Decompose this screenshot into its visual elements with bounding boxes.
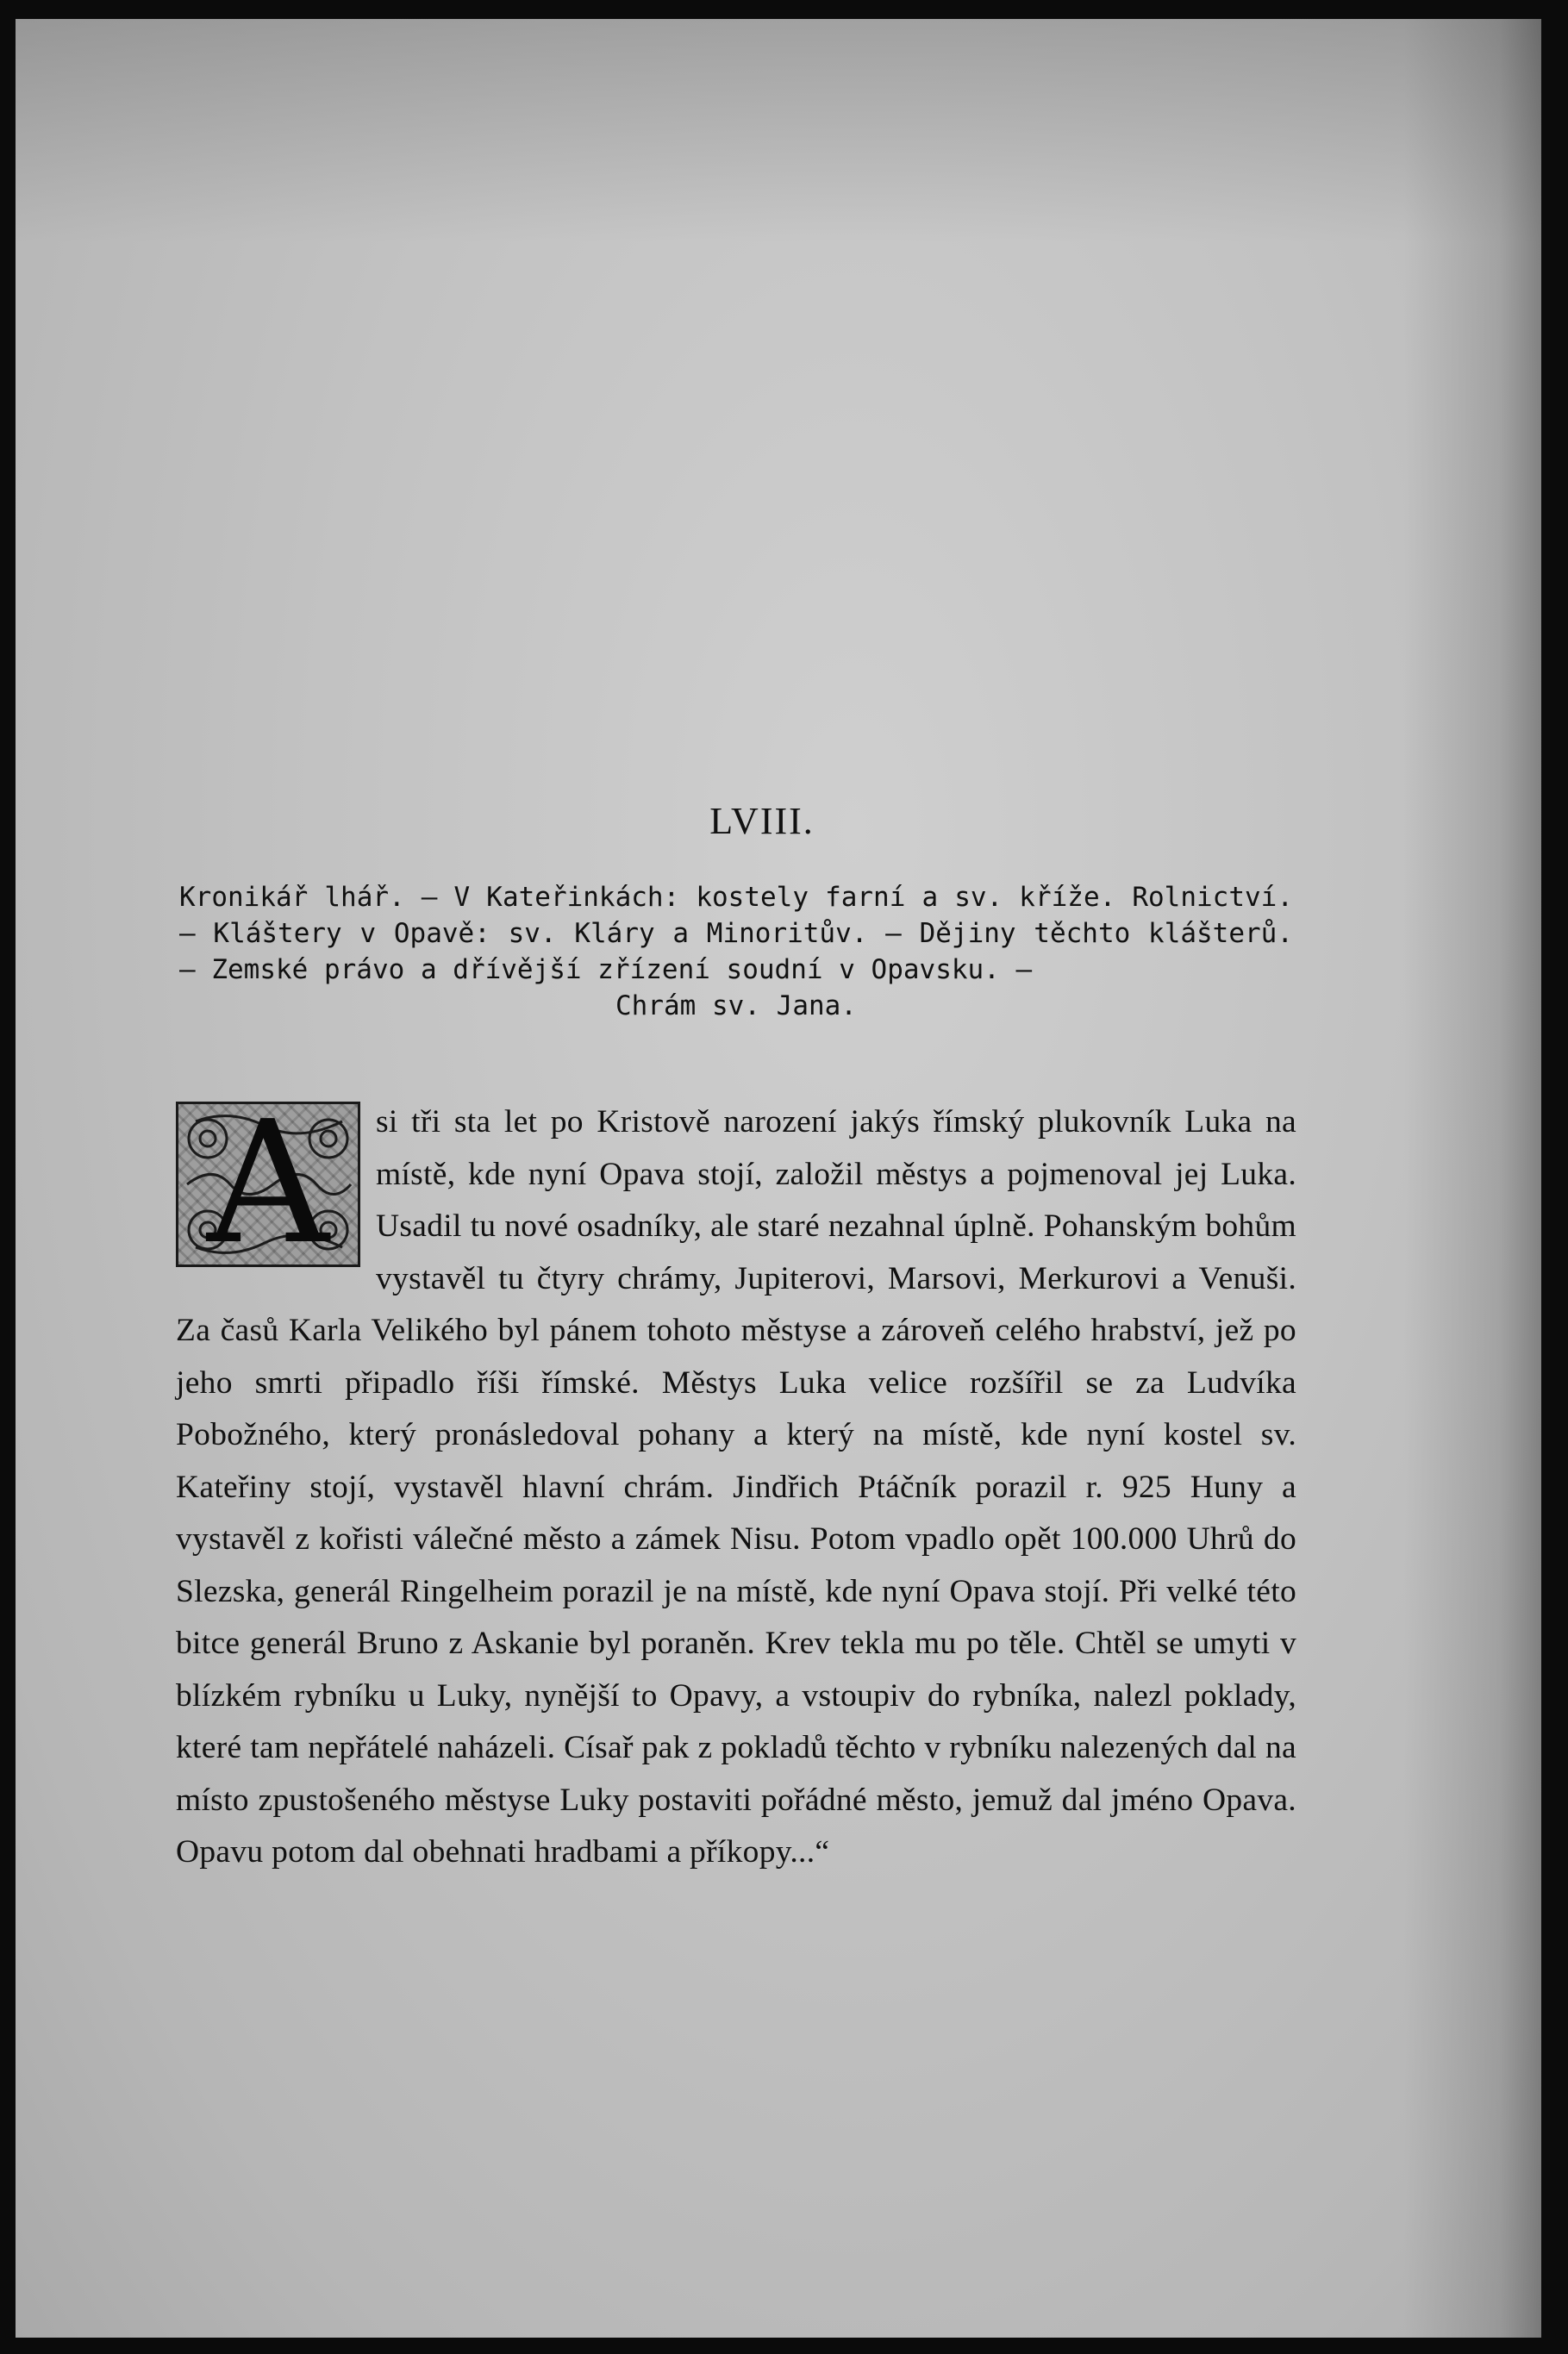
initial-letter: A xyxy=(207,1085,329,1282)
body-text: si tři sta let po Kristově narození jakýs římský plukovník Luka na místě, kde nyní Opava stojí, založil městys a pojmenoval jej Luka. Usadil tu nové osadníky, ale staré nezahnal úplně. Pohanským bohům vystavěl tu čtyry chrámy, Jupiterovi, Marsovi, Merkurovi a Venuši. Za časů Karla Velikého byl pánem tohoto městyse a zároveň celého hrabství, jež po jeho smrti připadlo říši římské. Městys Luka velice rozšířil se za Ludvíka Pobožného, který pronásledoval pohany a který na místě, kde nyní kostel sv. Kateřiny stojí, vystavěl hlavní chrám. Jindřich Ptáčník porazil r. 925 Huny a vystavěl z kořisti válečné město a zámek Nisu. Potom vpadlo opět 100.000 Uhrů do Slezska, generál Ringelheim porazil je na místě, kde nyní Opava stojí. Při velké této bitce generál Bruno z Askanie byl poraněn. Krev tekla mu po těle. Chtěl se umyti v blízkém rybníku u Luky, nynější to Opavy, a vstoupiv do rybníka, nalezl poklady, které tam nepřátelé naházeli. Císař pak z pokladů těchto v rybníku nalezených dal na místo zpustošeného městyse Luky postaviti pořádné město, jemuž dal jméno Opava. Opavu potom dal obehnati hradbami a příkopy...“ xyxy=(176,1104,1296,1870)
chapter-number: LVIII. xyxy=(709,800,815,842)
page-content xyxy=(176,799,1296,1879)
chapter-summary xyxy=(179,879,1293,1024)
decorated-initial xyxy=(176,1085,360,1282)
chapter-summary-last-line: Chrám sv. Jana. xyxy=(615,990,857,1021)
chapter-summary-text: Kronikář lhář. — V Kateřinkách: kostely farní a sv. kříže. Rolnictví. — Kláštery v Opavě: sv. Kláry a Minoritův. — Dějiny těchto klášterů. — Zemské právo a dřívější zřízení soudní v Opavsku. — xyxy=(179,882,1293,985)
body-paragraph xyxy=(176,1085,1296,1879)
book-page xyxy=(16,19,1541,2338)
